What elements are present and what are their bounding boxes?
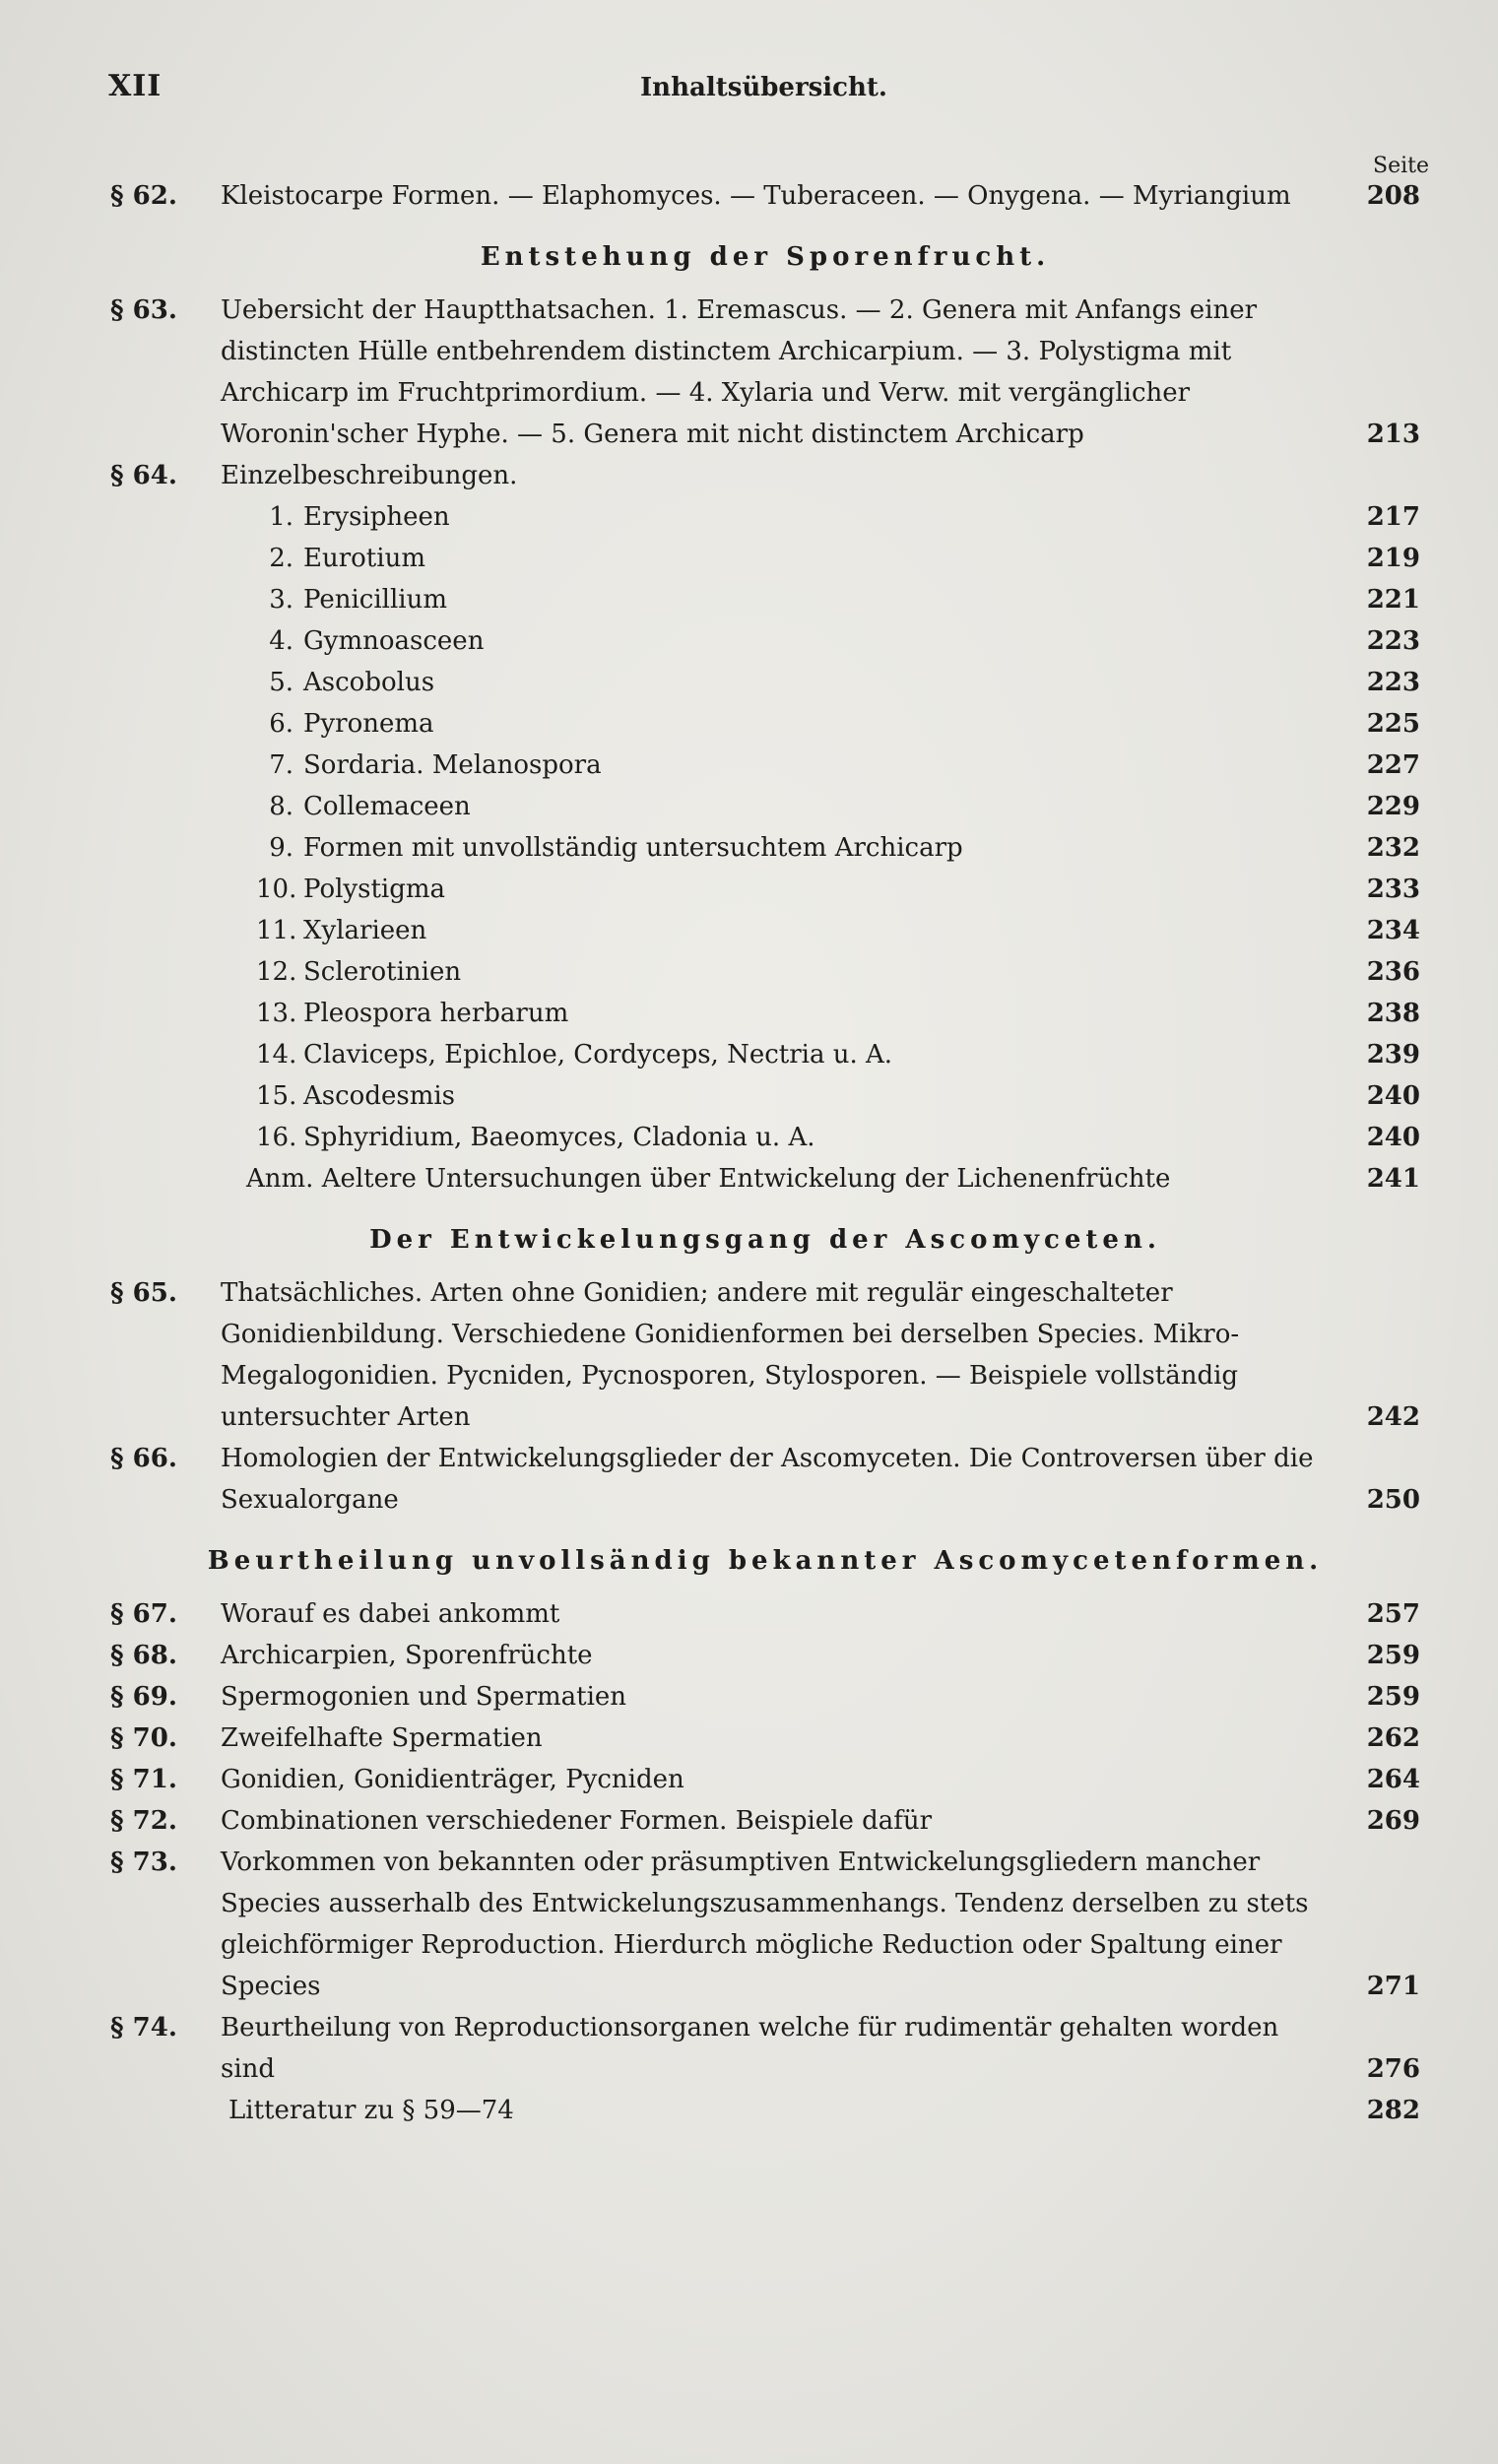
subentry	[256, 745, 1420, 786]
subentry-label: Polystigma	[303, 875, 446, 904]
subentry	[256, 910, 1420, 951]
entry-number: § 69.	[110, 1682, 177, 1712]
entry-text: Gonidien, Gonidienträger, Pycniden	[221, 1765, 684, 1794]
subentry-page: 221	[1366, 585, 1420, 615]
page-number: XII	[108, 69, 163, 103]
entry-page: 276	[1366, 2054, 1420, 2084]
section-heading: Der Entwickelungsgang der Ascomyceten.	[369, 1225, 1161, 1255]
literature-entry	[228, 2090, 1420, 2131]
annotation-text: Anm. Aeltere Untersuchungen über Entwickelung der Lichenenfrüchte	[246, 1164, 1171, 1194]
entry-text: Uebersicht der Hauptthatsachen. 1. Eremascus. — 2. Genera mit Anfangs einer distincten Hülle entbehrendem distinctem Archicarpium. — 3. Polystigma mit Archicarp im Fruchtprimordium. — 4. Xylaria und Verw. mit vergänglicher Woronin'scher Hyphe. — 5. Genera mit nicht distinctem Archicarp	[221, 295, 1258, 449]
toc-entry-72	[110, 1800, 1420, 1842]
entry-page: 213	[1366, 420, 1420, 449]
subentry-page: 223	[1366, 626, 1420, 656]
subentry-number: 11.	[256, 916, 297, 945]
subentry-page: 234	[1366, 916, 1420, 945]
subentry-number: 16.	[256, 1123, 297, 1152]
entry-text: Kleistocarpe Formen. — Elaphomyces. — Tuberaceen. — Onygena. — Myriangium	[221, 181, 1291, 211]
subentry-page: 227	[1366, 750, 1420, 780]
toc-entry-63	[110, 290, 1420, 455]
subentry-label: Sclerotinien	[303, 957, 462, 987]
toc-entry-67	[110, 1593, 1420, 1635]
annotation-page: 241	[1366, 1164, 1420, 1194]
subentry	[256, 951, 1420, 993]
subentry	[256, 1075, 1420, 1117]
entry-number: § 74.	[110, 2013, 177, 2043]
subentry-page: 223	[1366, 668, 1420, 697]
subentry-number: 4.	[269, 626, 293, 656]
entry-page: 250	[1366, 1485, 1420, 1515]
subentry-page: 238	[1366, 999, 1420, 1028]
subentry-page: 217	[1366, 502, 1420, 532]
subentry-number: 8.	[269, 792, 293, 821]
toc-entry-70	[110, 1718, 1420, 1759]
entry-text: Beurtheilung von Reproductionsorganen welche für rudimentär gehalten worden sind	[221, 2013, 1279, 2084]
entry-text: Homologien der Entwickelungsglieder der Ascomyceten. Die Controversen über die Sexualorgane	[221, 1444, 1314, 1515]
entry-number: § 63.	[110, 295, 177, 325]
entry-text: Zweifelhafte Spermatien	[221, 1723, 543, 1753]
subentry	[256, 538, 1420, 579]
subentry-page: 232	[1366, 833, 1420, 863]
subentry-page: 240	[1366, 1081, 1420, 1111]
entry-page: 257	[1366, 1599, 1420, 1629]
toc-entry-69	[110, 1676, 1420, 1718]
subentry-label: Ascodesmis	[303, 1081, 456, 1111]
subentry-label: Eurotium	[303, 544, 425, 573]
subentry-number: 2.	[269, 544, 293, 573]
toc-entry-65	[110, 1272, 1420, 1438]
section-heading: Entstehung der Sporenfrucht.	[480, 242, 1051, 272]
subentry	[256, 662, 1420, 703]
entry-text: Worauf es dabei ankommt	[221, 1599, 560, 1629]
section-heading: Beurtheilung unvollsändig bekannter Ascomycetenformen.	[207, 1546, 1324, 1576]
subentry-number: 14.	[256, 1040, 297, 1070]
subentry-number: 15.	[256, 1081, 297, 1111]
entry-page: 262	[1366, 1723, 1420, 1753]
subentry-number: 10.	[256, 875, 297, 904]
subentry-page: 236	[1366, 957, 1420, 987]
entry-number: § 73.	[110, 1848, 177, 1877]
subentry-page: 219	[1366, 544, 1420, 573]
subentry	[256, 496, 1420, 538]
toc-entry-62	[110, 175, 1420, 217]
subentry-label: Penicillium	[303, 585, 447, 615]
subentry	[256, 579, 1420, 620]
subentry-label: Erysipheen	[303, 502, 450, 532]
entry-page: 269	[1366, 1806, 1420, 1836]
subentry	[256, 869, 1420, 910]
toc-entry-66	[110, 1438, 1420, 1521]
entry-text: Vorkommen von bekannten oder präsumptiven Entwickelungsgliedern mancher Species ausserhalb des Entwickelungszusammenhangs. Tendenz derselben zu stets gleichförmiger Reproduction. Hierdurch mögliche Reduction oder Spaltung einer Species	[221, 1848, 1309, 2001]
entry-page: 264	[1366, 1765, 1420, 1794]
toc-entry-73	[110, 1842, 1420, 2007]
subentry-label: Ascobolus	[303, 668, 435, 697]
subentry-label: Sordaria. Melanospora	[303, 750, 602, 780]
entry-text: Einzelbeschreibungen.	[221, 461, 518, 490]
subentry-label: Pyronema	[303, 709, 434, 739]
toc-entry-74	[110, 2007, 1420, 2090]
subentry	[256, 703, 1420, 745]
entry-number: § 62.	[110, 181, 177, 211]
page-title: Inhaltsübersicht.	[640, 73, 887, 102]
subentry-number: 3.	[269, 585, 293, 615]
subentry	[256, 1034, 1420, 1075]
entry-page: 271	[1366, 1972, 1420, 2001]
toc	[110, 175, 1420, 2131]
subentry-number: 1.	[269, 502, 293, 532]
subentry-label: Pleospora herbarum	[303, 999, 569, 1028]
subentry-page: 225	[1366, 709, 1420, 739]
subentry-label: Sphyridium, Baeomyces, Cladonia u. A.	[303, 1123, 815, 1152]
toc-entry-68	[110, 1635, 1420, 1676]
entry-number: § 71.	[110, 1765, 177, 1794]
subentry-number: 13.	[256, 999, 297, 1028]
seite-label: Seite	[1373, 154, 1429, 178]
entry-number: § 65.	[110, 1278, 177, 1308]
entry-text: Archicarpien, Sporenfrüchte	[221, 1641, 593, 1670]
subentry-label: Formen mit unvollständig untersuchtem Archicarp	[303, 833, 963, 863]
subentry-page: 239	[1366, 1040, 1420, 1070]
toc-entry-64	[110, 455, 1420, 496]
subentry-number: 6.	[269, 709, 293, 739]
subentry	[256, 1117, 1420, 1158]
entry-page: 208	[1366, 181, 1420, 211]
subentry-page: 233	[1366, 875, 1420, 904]
subentry-number: 12.	[256, 957, 297, 987]
subentry	[256, 993, 1420, 1034]
subentry-number: 5.	[269, 668, 293, 697]
entry-number: § 72.	[110, 1806, 177, 1836]
entry-number: § 64.	[110, 461, 177, 490]
subentry	[256, 786, 1420, 827]
entry-page: 242	[1366, 1402, 1420, 1432]
annotation-entry	[246, 1158, 1420, 1200]
subentry-label: Claviceps, Epichloe, Cordyceps, Nectria u. A.	[303, 1040, 893, 1070]
subentry-number: 7.	[269, 750, 293, 780]
literature-page: 282	[1366, 2096, 1420, 2125]
subentry-page: 240	[1366, 1123, 1420, 1152]
entry-number: § 67.	[110, 1599, 177, 1629]
subentry-page: 229	[1366, 792, 1420, 821]
subentry-number: 9.	[269, 833, 293, 863]
subentry-label: Collemaceen	[303, 792, 471, 821]
entry-page: 259	[1366, 1682, 1420, 1712]
subentry-label: Xylarieen	[303, 916, 427, 945]
subentry-list	[110, 496, 1420, 1158]
running-header	[108, 69, 1419, 118]
entry-text: Thatsächliches. Arten ohne Gonidien; andere mit regulär eingeschalteter Gonidienbildung. Verschiedene Gonidienformen bei derselben Species. Mikro-Megalogonidien. Pycniden, Pycnosporen, Stylosporen. — Beispiele vollständig untersuchter Arten	[221, 1278, 1240, 1432]
entry-text: Combinationen verschiedener Formen. Beispiele dafür	[221, 1806, 933, 1836]
entry-number: § 70.	[110, 1723, 177, 1753]
entry-text: Spermogonien und Spermatien	[221, 1682, 627, 1712]
subentry-label: Gymnoasceen	[303, 626, 485, 656]
entry-number: § 66.	[110, 1444, 177, 1473]
entry-number: § 68.	[110, 1641, 177, 1670]
toc-entry-71	[110, 1759, 1420, 1800]
entry-page: 259	[1366, 1641, 1420, 1670]
subentry	[256, 827, 1420, 869]
literature-text: Litteratur zu § 59—74	[228, 2096, 514, 2125]
subentry	[256, 620, 1420, 662]
